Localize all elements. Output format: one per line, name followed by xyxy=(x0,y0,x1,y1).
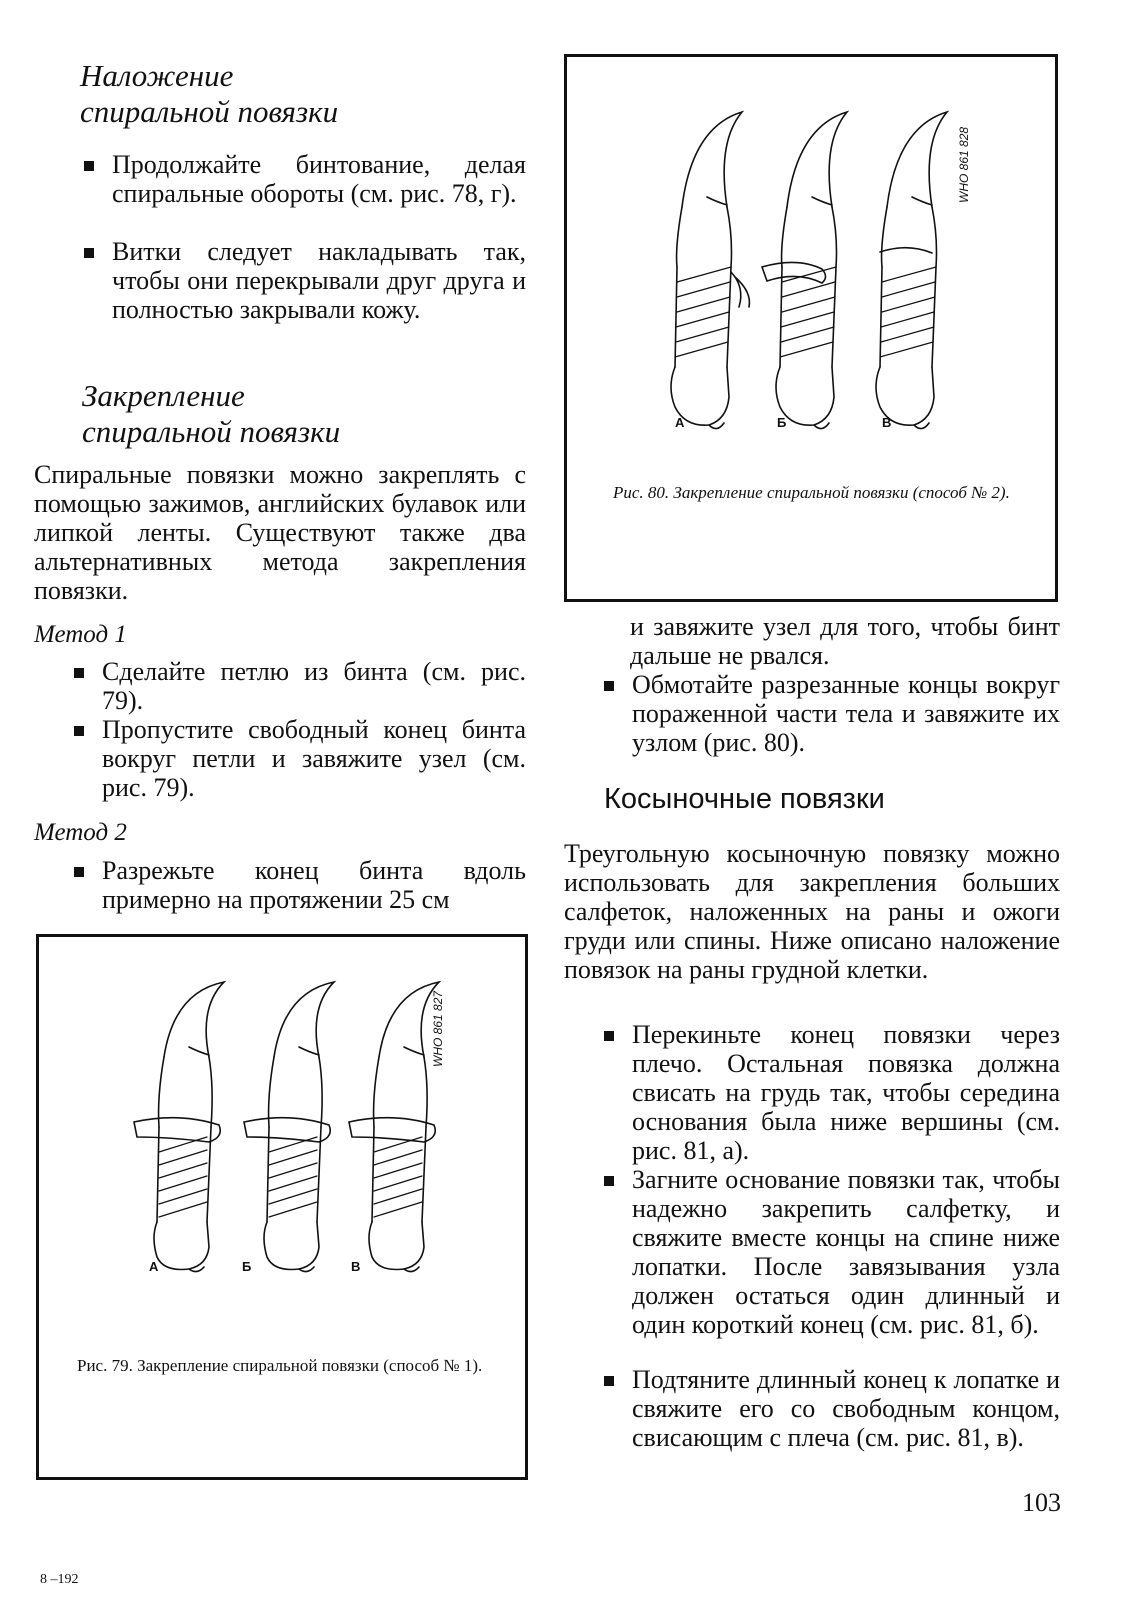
page-number: 103 xyxy=(1022,1488,1061,1517)
paragraph: Треугольную косыночную повязку можно использовать для закрепления больших салфеток, наложенных на раны и ожоги груди или спины. Ниже описано наложение повязок на раны грудной клетки. xyxy=(564,839,1060,984)
figure-caption: Рис. 79. Закрепление спиральной повязки (способ № 1). xyxy=(77,1356,483,1375)
arm-illustration xyxy=(39,937,525,1277)
list-item: Сделайте петлю из бинта (см. рис. 79). xyxy=(74,657,526,715)
arm-illustration xyxy=(567,57,1055,447)
figure-79 xyxy=(36,934,528,1480)
method-2-heading: Метод 2 xyxy=(34,819,127,846)
list-item: Перекиньте конец повязки через плечо. Остальная повязка должна свисать на грудь так, чтобы середина основания была ниже вершины (см. рис. 81, а). xyxy=(604,1020,1060,1165)
bullet-icon xyxy=(74,726,84,736)
bullet-icon xyxy=(74,867,84,877)
bullet-icon xyxy=(604,1376,614,1386)
figure-label-b: Б xyxy=(777,415,787,430)
figure-80 xyxy=(564,54,1058,602)
heading-line: спиральной повязки xyxy=(80,94,339,129)
heading-applying xyxy=(80,58,520,130)
method-1-heading: Метод 1 xyxy=(34,621,127,648)
bullet-icon xyxy=(74,668,84,678)
figure-label-v: В xyxy=(351,1259,361,1274)
list-item: Загните основание повязки так, чтобы надежно закрепить салфетку, и свяжите вместе концы на спине ниже лопатки. После завязывания узла должен остаться один длинный и один короткий конец (см. рис. 81, б). xyxy=(604,1165,1060,1339)
list-item: Подтяните длинный конец к лопатке и свяжите его со свободным концом, свисающим с плеча (см. рис. 81, в). xyxy=(604,1365,1060,1452)
printer-signature: 8 –192 xyxy=(40,1572,79,1587)
heading-fastening xyxy=(82,378,522,450)
list-item: Разрежьте конец бинта вдоль примерно на протяжении 25 см xyxy=(74,856,526,914)
bullet-icon xyxy=(84,161,94,171)
bullet-icon xyxy=(604,681,614,691)
figure-caption-text: Рис. 80. Закрепление спиральной повязки (способ № 2). xyxy=(613,483,1010,502)
list-item: Витки следует накладывать так, чтобы они перекрывали друг друга и полностью закрывали кожу. xyxy=(84,237,526,324)
heading-line: спиральной повязки xyxy=(82,414,341,449)
list-item: Обмотайте разрезанные концы вокруг пораженной части тела и завяжите их узлом (рис. 80). xyxy=(604,670,1060,757)
bullet-icon xyxy=(84,248,94,258)
list-item: Продолжайте бинтование, делая спиральные обороты (см. рис. 78, г). xyxy=(84,150,526,208)
paragraph: Спиральные повязки можно закреплять с помощью зажимов, английских булавок или липкой ленты. Существуют также два альтернативных метода закрепления повязки. xyxy=(34,460,526,605)
bullet-icon xyxy=(604,1176,614,1186)
figure-label-b: Б xyxy=(242,1259,252,1274)
list-item: Пропустите свободный конец бинта вокруг петли и завяжите узел (см. рис. 79). xyxy=(74,715,526,802)
figure-label-a: А xyxy=(149,1259,159,1274)
figure-label-a: А xyxy=(675,415,685,430)
heading-line: Закрепление xyxy=(82,378,245,413)
section-heading: Косыночные повязки xyxy=(604,783,885,815)
figure-code: WHO 861 827 xyxy=(431,990,445,1067)
bullet-icon xyxy=(604,1031,614,1041)
continuation-text: и завяжите узел для того, чтобы бинт дальше не рвался. xyxy=(630,612,1060,670)
figure-label-v: В xyxy=(882,415,892,430)
figure-caption xyxy=(613,482,1025,503)
heading-line: Наложение xyxy=(80,58,234,93)
figure-code: WHO 861 828 xyxy=(957,126,971,203)
